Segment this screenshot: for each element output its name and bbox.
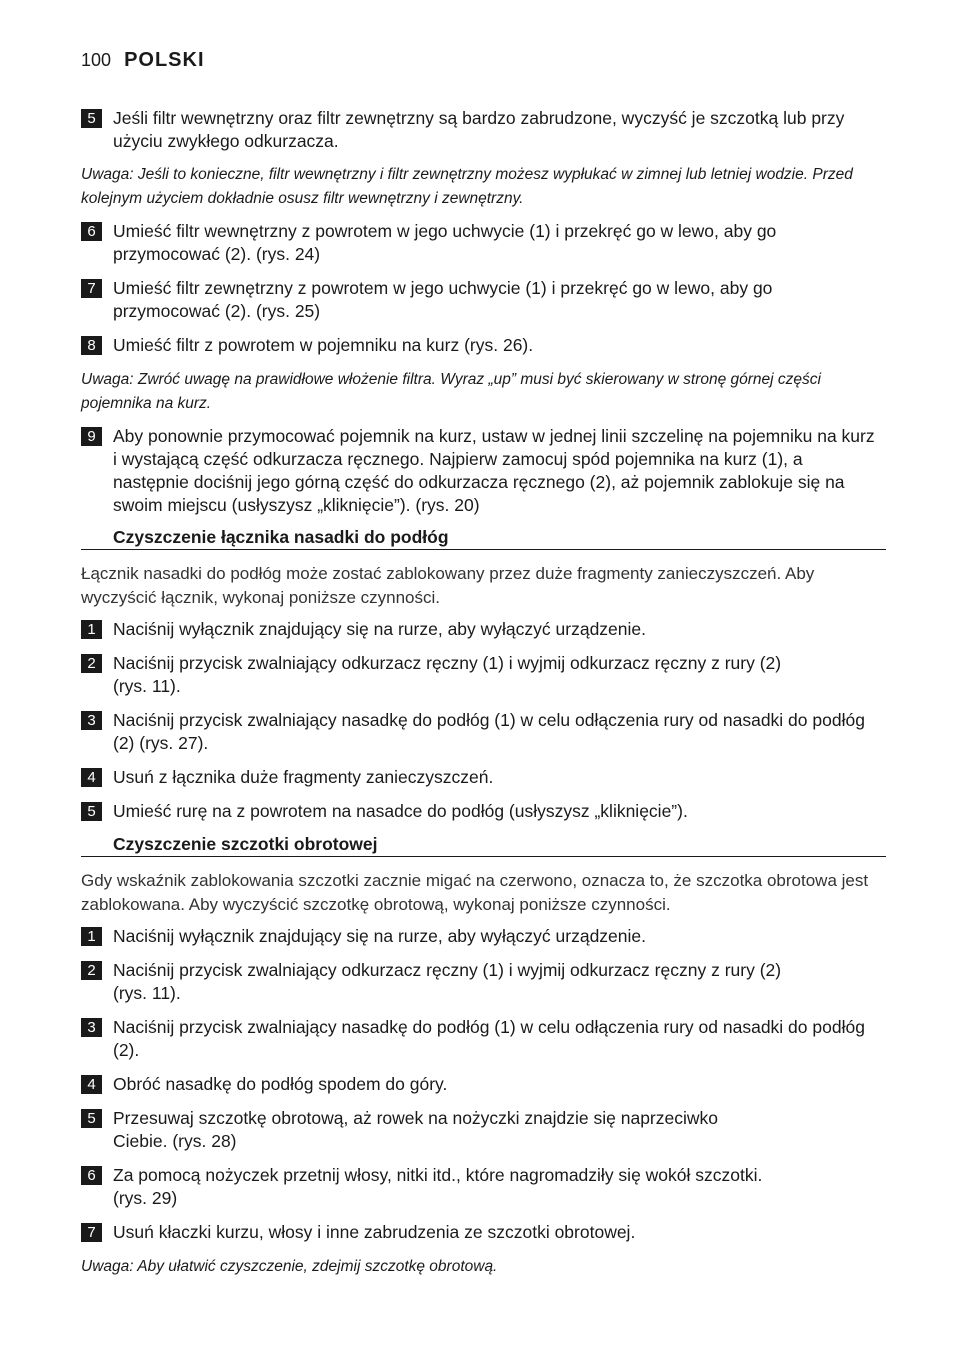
step-number-badge: 5 bbox=[81, 109, 102, 128]
step-text: Za pomocą nożyczek przetnij włosy, nitki itd., które nagromadziły się wokół szczotki. (rys. 29) bbox=[113, 1165, 763, 1208]
note-remove-brush: Uwaga: Aby ułatwić czyszczenie, zdejmij szczotkę obrotową. bbox=[81, 1258, 498, 1275]
step-5 bbox=[81, 107, 881, 153]
step-text: Umieść filtr wewnętrzny z powrotem w jego uchwycie (1) i przekręć go w lewo, aby go przymocować (2). (rys. 24) bbox=[113, 221, 777, 264]
step-text: Naciśnij wyłącznik znajdujący się na rurze, aby wyłączyć urządzenie. bbox=[113, 619, 646, 639]
step-2 bbox=[81, 959, 881, 1005]
step-9 bbox=[81, 425, 881, 517]
step-4 bbox=[81, 766, 881, 789]
step-text: Przesuwaj szczotkę obrotową, aż rowek na nożyczki znajdzie się naprzeciwko Ciebie. (rys. 28) bbox=[113, 1108, 718, 1151]
note-filter-orientation: Uwaga: Zwróć uwagę na prawidłowe włożenie filtra. Wyraz „up” musi być skierowany w stronę górnej części pojemnika na kurz. bbox=[81, 371, 821, 412]
step-8 bbox=[81, 334, 881, 357]
step-number-badge: 8 bbox=[81, 336, 102, 355]
step-number-badge: 3 bbox=[81, 711, 102, 730]
step-5 bbox=[81, 800, 881, 823]
step-number-badge: 4 bbox=[81, 768, 102, 787]
step-5 bbox=[81, 1107, 881, 1153]
step-text: Umieść rurę na z powrotem na nasadce do podłóg (usłyszysz „kliknięcie”). bbox=[113, 801, 688, 821]
step-1 bbox=[81, 618, 881, 641]
step-4 bbox=[81, 1073, 881, 1096]
step-text: Umieść filtr z powrotem w pojemniku na kurz (rys. 26). bbox=[113, 335, 534, 355]
step-text: Naciśnij przycisk zwalniający odkurzacz ręczny (1) i wyjmij odkurzacz ręczny z rury (2) (rys. 11). bbox=[113, 960, 782, 1003]
step-number-badge: 5 bbox=[81, 802, 102, 821]
step-1 bbox=[81, 925, 881, 948]
step-number-badge: 4 bbox=[81, 1075, 102, 1094]
page-header bbox=[81, 49, 205, 72]
heading-text: Czyszczenie szczotki obrotowej bbox=[113, 834, 378, 854]
step-2 bbox=[81, 652, 881, 698]
step-number-badge: 9 bbox=[81, 427, 102, 446]
step-3 bbox=[81, 1016, 881, 1062]
step-number-badge: 7 bbox=[81, 279, 102, 298]
section-intro: Gdy wskaźnik zablokowania szczotki zacznie migać na czerwono, oznacza to, że szczotka obrotowa jest zablokowana. Aby wyczyścić szczotkę obrotową, wykonaj poniższe czynności. bbox=[81, 871, 869, 914]
page-number: 100 bbox=[81, 50, 112, 70]
step-7 bbox=[81, 277, 881, 323]
step-text: Naciśnij przycisk zwalniający nasadkę do podłóg (1) w celu odłączenia rury od nasadki do podłóg (2). bbox=[113, 1017, 865, 1060]
step-text: Usuń kłaczki kurzu, włosy i inne zabrudzenia ze szczotki obrotowej. bbox=[113, 1222, 636, 1242]
step-number-badge: 7 bbox=[81, 1223, 102, 1242]
step-number-badge: 1 bbox=[81, 927, 102, 946]
note-rinse-filters: Uwaga: Jeśli to konieczne, filtr wewnętrzny i filtr zewnętrzny możesz wypłukać w zimnej lub letniej wodzie. Przed kolejnym użyciem dokładnie osusz filtr wewnętrzny i zewnętrzny. bbox=[81, 166, 853, 207]
step-7 bbox=[81, 1221, 881, 1244]
step-number-badge: 6 bbox=[81, 222, 102, 241]
step-text: Umieść filtr zewnętrzny z powrotem w jego uchwycie (1) i przekręć go w lewo, aby go przymocować (2). (rys. 25) bbox=[113, 278, 773, 321]
heading-text: Czyszczenie łącznika nasadki do podłóg bbox=[113, 527, 449, 547]
section-heading-rotating-brush bbox=[81, 834, 886, 857]
language-label: POLSKI bbox=[124, 49, 205, 71]
step-text: Aby ponownie przymocować pojemnik na kurz, ustaw w jednej linii szczelinę na pojemniku na kurz i wystającą część odkurzacza ręcznego. Najpierw zamocuj spód pojemnika na kurz (1), a następnie dociśnij jego górną część do odkurzacza ręcznego (2), aż pojemnik zablokuje się na swoim miejscu (usłyszysz „kliknięcie”). (rys. 20) bbox=[113, 426, 875, 515]
step-number-badge: 1 bbox=[81, 620, 102, 639]
step-number-badge: 6 bbox=[81, 1166, 102, 1185]
section-intro: Łącznik nasadki do podłóg może zostać zablokowany przez duże fragmenty zanieczyszczeń. Aby wyczyścić łącznik, wykonaj poniższe czynności. bbox=[81, 564, 815, 607]
step-text: Jeśli filtr wewnętrzny oraz filtr zewnętrzny są bardzo zabrudzone, wyczyść je szczotką lub przy użyciu zwykłego odkurzacza. bbox=[113, 108, 845, 151]
step-number-badge: 3 bbox=[81, 1018, 102, 1037]
section-heading-floor-nozzle-connector bbox=[81, 527, 886, 550]
step-number-badge: 2 bbox=[81, 961, 102, 980]
step-6 bbox=[81, 1164, 881, 1210]
step-3 bbox=[81, 709, 881, 755]
step-number-badge: 5 bbox=[81, 1109, 102, 1128]
step-6 bbox=[81, 220, 881, 266]
step-text: Usuń z łącznika duże fragmenty zanieczyszczeń. bbox=[113, 767, 494, 787]
step-text: Naciśnij przycisk zwalniający odkurzacz ręczny (1) i wyjmij odkurzacz ręczny z rury (2) (rys. 11). bbox=[113, 653, 782, 696]
step-text: Obróć nasadkę do podłóg spodem do góry. bbox=[113, 1074, 448, 1094]
step-number-badge: 2 bbox=[81, 654, 102, 673]
step-text: Naciśnij wyłącznik znajdujący się na rurze, aby wyłączyć urządzenie. bbox=[113, 926, 646, 946]
step-text: Naciśnij przycisk zwalniający nasadkę do podłóg (1) w celu odłączenia rury od nasadki do podłóg (2) (rys. 27). bbox=[113, 710, 865, 753]
